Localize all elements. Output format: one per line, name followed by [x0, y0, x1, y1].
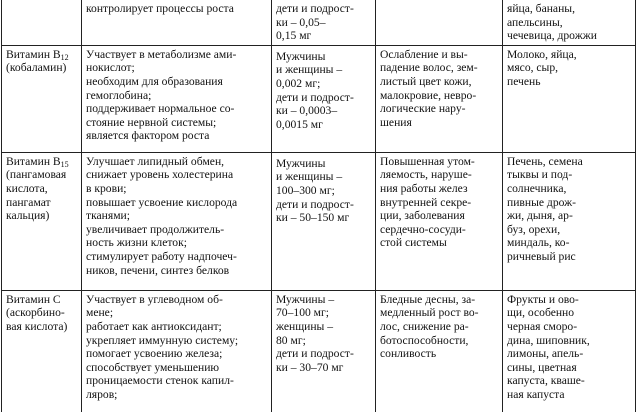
- function-line: является фактором роста: [86, 129, 210, 143]
- function-line: контролирует процессы роста: [86, 2, 234, 15]
- vitamin-name-cell: [2, 0, 82, 45]
- deficiency-cell: [376, 152, 503, 290]
- function-line: помогает усвоению железа;: [86, 347, 223, 361]
- vitamin-name: Витамин $B_{15}$: [6, 154, 69, 169]
- table-row: [2, 0, 636, 45]
- sources-cell: [503, 45, 636, 152]
- function-line: гемоглобина;: [86, 88, 152, 102]
- sources-line: яйца, бананы,: [507, 2, 575, 15]
- vitamins-table: [1, 0, 636, 412]
- norm-line: Мужчины: [276, 49, 326, 63]
- deficiency-line: ния работы желез: [380, 181, 468, 195]
- function-line: Участвует в углеводном об-: [86, 292, 223, 306]
- norm-line: женщины –: [276, 319, 334, 333]
- function-line: стояние нервной системы;: [86, 115, 217, 129]
- vitamin-name-cell: [2, 290, 82, 412]
- deficiency-line: сонливость: [380, 347, 437, 361]
- deficiency-line: лос, снижение ра-: [380, 319, 469, 333]
- norm-cell: [272, 152, 376, 290]
- sources-line: дина, шиповник,: [507, 333, 590, 347]
- vitamin-alt-name: пангамат: [6, 195, 51, 209]
- function-line: проницаемости стенок капил-: [86, 374, 234, 388]
- function-cell: [82, 152, 272, 290]
- function-cell: [82, 45, 272, 152]
- norm-line: ки – 30–70 мг: [276, 360, 344, 374]
- function-line: ность жизни клеток;: [86, 236, 187, 250]
- deficiency-line: ботоспособности,: [380, 333, 469, 347]
- norm-line: Мужчины –: [276, 292, 335, 306]
- deficiency-line: Ослабление и вы-: [380, 47, 468, 61]
- sources-line: черная сморо-: [507, 319, 578, 333]
- norm-line: 0,15 мг: [276, 29, 312, 43]
- function-line: повышает усвоение кислорода: [86, 195, 238, 209]
- vitamin-name-cell: [2, 152, 82, 290]
- function-line: нокислот;: [86, 61, 135, 75]
- sources-line: Печень, семена: [507, 154, 583, 168]
- deficiency-line: логические нару-: [380, 102, 466, 116]
- function-line: поддерживает нормальное со-: [86, 102, 235, 116]
- norm-line: ки – 0,0003–: [276, 104, 338, 118]
- sources-cell: [503, 290, 636, 412]
- norm-line: ки – 50–150 мг: [276, 211, 350, 225]
- sources-line: ричневый рис: [507, 249, 576, 263]
- norm-line: дети и подрост-: [276, 347, 354, 361]
- deficiency-line: внутренней секре-: [380, 195, 472, 209]
- function-line: Участвует в метаболизме ами-: [86, 47, 237, 61]
- sources-line: капуста, кваше-: [507, 374, 585, 388]
- sources-line: сины, цветная: [507, 360, 577, 374]
- vitamin-alt-name: (кобаламин): [6, 61, 67, 75]
- function-line: снижает уровень холестерина: [86, 168, 234, 182]
- sources-line: пивные дрож-: [507, 195, 576, 209]
- deficiency-cell: [376, 0, 503, 45]
- sources-line: миндаль, ко-: [507, 236, 570, 250]
- function-line: стимулирует работу надпочеч-: [86, 249, 237, 263]
- norm-line: дети и подрост-: [276, 2, 354, 15]
- deficiency-cell: [376, 45, 503, 152]
- sources-cell: [503, 0, 636, 45]
- function-line: работает как антиоксидант;: [86, 319, 222, 333]
- deficiency-line: ляемость, наруше-: [380, 168, 472, 182]
- function-line: в крови;: [86, 181, 127, 195]
- deficiency-line: стой системы: [380, 236, 447, 250]
- deficiency-line: Повышенная утом-: [380, 154, 475, 168]
- function-line: ляров;: [86, 387, 118, 401]
- norm-line: 0,002 мг;: [276, 76, 321, 90]
- sources-line: тыквы и под-: [507, 168, 573, 182]
- deficiency-line: падение волос, зем-: [380, 61, 478, 75]
- sources-line: печень: [507, 74, 541, 88]
- deficiency-line: малокровие, невро-: [380, 88, 477, 102]
- function-line: Улучшает липидный обмен,: [86, 154, 225, 168]
- norm-line: 100–300 мг;: [276, 183, 335, 197]
- function-line: способствует уменьшению: [86, 360, 220, 374]
- deficiency-line: листый цвет кожи,: [380, 74, 472, 88]
- vitamin-alt-name: (пангамовая: [6, 168, 67, 182]
- sources-line: апельсины,: [507, 15, 563, 29]
- deficiency-line: медленный рост во-: [380, 306, 479, 320]
- norm-line: дети и подрост-: [276, 197, 354, 211]
- sources-cell: [503, 152, 636, 290]
- vitamin-alt-name: кислота,: [6, 181, 48, 195]
- norm-cell: [272, 45, 376, 152]
- norm-line: 80 мг;: [276, 333, 306, 347]
- norm-line: 70–100 мг;: [276, 306, 329, 320]
- function-line: необходим для образования: [86, 74, 223, 88]
- norm-line: ки – 0,05–: [276, 15, 326, 29]
- norm-line: Мужчины: [276, 156, 326, 170]
- vitamin-alt-name: вая кислота): [6, 319, 68, 333]
- sources-line: солнечника,: [507, 181, 567, 195]
- norm-line: 0,0015 мг: [276, 117, 323, 131]
- function-cell: [82, 290, 272, 412]
- norm-cell: [272, 0, 376, 45]
- deficiency-line: Бледные десны, за-: [380, 292, 476, 306]
- vitamin-alt-name: (аскорбино-: [6, 306, 65, 320]
- sources-line: щи, особенно: [507, 306, 575, 320]
- vitamin-alt-name: кальция): [6, 209, 50, 223]
- vitamin-name: Витамин C: [6, 292, 61, 306]
- sources-line: мясо, сыр,: [507, 61, 559, 75]
- sources-line: чечевица, дрожжи: [507, 29, 597, 43]
- norm-line: и женщины –: [276, 170, 343, 184]
- table-row: [2, 290, 636, 412]
- norm-line: дети и подрост-: [276, 90, 354, 104]
- function-line: увеличивает продолжитель-: [86, 222, 225, 236]
- sources-line: Молоко, яйца,: [507, 47, 577, 61]
- norm-cell: [272, 290, 376, 412]
- function-line: мене;: [86, 306, 114, 320]
- sources-line: ная капуста: [507, 387, 565, 401]
- table-row: [2, 45, 636, 152]
- sources-line: Фрукты и ово-: [507, 292, 579, 306]
- deficiency-line: шения: [380, 115, 412, 129]
- vitamin-name-cell: [2, 45, 82, 152]
- norm-line: и женщины –: [276, 63, 343, 77]
- deficiency-line: сердечно-сосуди-: [380, 222, 466, 236]
- sources-line: лимоны, апель-: [507, 347, 584, 361]
- table-row: [2, 152, 636, 290]
- function-line: ников, печени, синтез белков: [86, 263, 230, 277]
- sources-line: жи, дыня, ар-: [507, 209, 573, 223]
- function-cell: [82, 0, 272, 45]
- function-line: тканями;: [86, 209, 130, 223]
- sources-line: буз, орехи,: [507, 222, 561, 236]
- vitamin-name: Витамин $B_{12}$: [6, 47, 69, 62]
- deficiency-line: ции, заболевания: [380, 209, 465, 223]
- deficiency-cell: [376, 290, 503, 412]
- function-line: укрепляет иммунную систему;: [86, 333, 239, 347]
